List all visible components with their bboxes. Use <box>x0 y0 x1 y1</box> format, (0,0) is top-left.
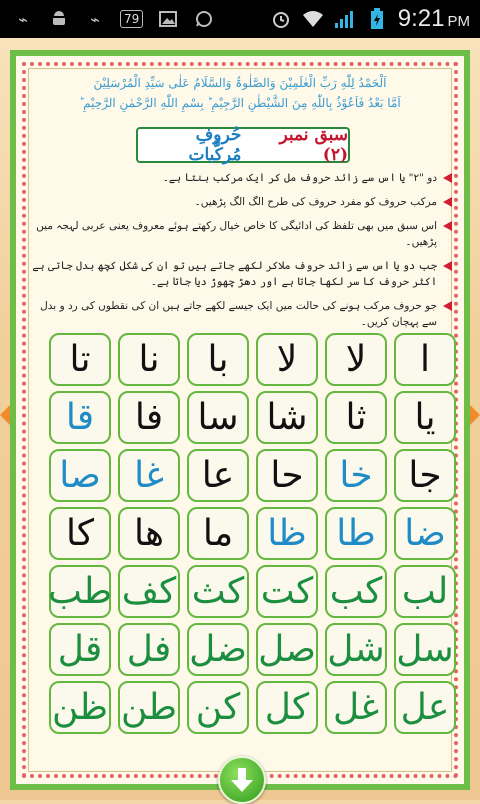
letter-card[interactable]: صل <box>256 623 318 676</box>
letter-card[interactable]: ضل <box>187 623 249 676</box>
letter-card[interactable]: حا <box>256 449 318 502</box>
letter-card[interactable]: طب <box>49 565 111 618</box>
letter-card[interactable]: کا <box>49 507 111 560</box>
usb-debug-icon: ⌁ <box>90 9 100 29</box>
instruction-item <box>30 170 452 186</box>
lesson-number: سبق نمبر (۲) <box>279 125 348 165</box>
image-icon <box>157 8 179 30</box>
letter-card[interactable]: غا <box>118 449 180 502</box>
bullet-arrow-icon <box>443 221 452 231</box>
bullet-arrow-icon <box>443 301 452 311</box>
letter-card[interactable]: نا <box>118 333 180 386</box>
instruction-text: جب دو یا اس سے زائد حروف ملاکر لکھے جاتے ہیں تو ان کی شکل کچھ بدل جاتی ہے اکثر حروف کا سر لکھا جاتا ہے اور دھڑ چھوڑ دیا جاتا ہے۔ <box>32 260 437 288</box>
letter-card[interactable]: خا <box>325 449 387 502</box>
letter-card[interactable]: قل <box>49 623 111 676</box>
lesson-page <box>0 38 480 800</box>
letter-card[interactable]: شا <box>256 391 318 444</box>
letter-card[interactable]: ظا <box>256 507 318 560</box>
battery-charging-icon <box>366 8 388 30</box>
letter-card[interactable]: فل <box>118 623 180 676</box>
clock-ampm: PM <box>447 13 470 30</box>
clock <box>398 5 470 33</box>
letter-card[interactable]: صا <box>49 449 111 502</box>
letter-card[interactable]: کل <box>256 681 318 734</box>
letter-card[interactable]: غل <box>325 681 387 734</box>
letter-card[interactable]: یا <box>394 391 456 444</box>
letter-card[interactable]: کث <box>187 565 249 618</box>
download-arrow-icon <box>229 766 255 794</box>
instruction-text: اس سبق میں بھی تلفظ کی ادائیگی کا خاص خیال رکھتے ہوئے معروف یعنی عربی لہجہ میں پڑھیں۔ <box>36 220 437 248</box>
letter-card[interactable]: جا <box>394 449 456 502</box>
letter-card[interactable]: ا <box>394 333 456 386</box>
alarm-icon <box>270 8 292 30</box>
letter-card[interactable]: تا <box>49 333 111 386</box>
letter-card[interactable]: ثا <box>325 391 387 444</box>
whatsapp-icon <box>193 8 215 30</box>
letter-card[interactable]: کف <box>118 565 180 618</box>
notification-count-badge: 79 <box>120 10 143 28</box>
lesson-title <box>136 127 350 163</box>
signal-icon <box>334 8 356 30</box>
instruction-item <box>30 194 452 210</box>
letter-card[interactable]: فا <box>118 391 180 444</box>
letter-card[interactable]: لب <box>394 565 456 618</box>
bullet-arrow-icon <box>443 197 452 207</box>
instructions-list <box>30 170 452 338</box>
letter-card[interactable]: طن <box>118 681 180 734</box>
instruction-item <box>30 258 452 290</box>
header-line-2: اَمَّا بَعْدُ فَاَعُوْذُ بِاللّٰهِ مِنَ الشَّیْطٰنِ الرَّجِیْمِ ؕ بِسْمِ اللّٰهِ الرَّحْمٰنِ الرَّحِیْمِ ؕ <box>79 96 401 110</box>
letter-card[interactable]: سا <box>187 391 249 444</box>
letter-card[interactable]: لا <box>325 333 387 386</box>
letter-card[interactable]: سل <box>394 623 456 676</box>
letter-card[interactable]: با <box>187 333 249 386</box>
status-bar <box>0 0 480 38</box>
letter-card[interactable]: ظن <box>49 681 111 734</box>
android-icon <box>48 8 70 30</box>
instruction-text: مرکب حروف کو مفرد حروف کی طرح الگ الگ پڑھیں۔ <box>194 196 437 208</box>
letter-card[interactable]: کن <box>187 681 249 734</box>
letter-card[interactable]: کب <box>325 565 387 618</box>
letter-card[interactable]: ضا <box>394 507 456 560</box>
letter-card[interactable]: ما <box>187 507 249 560</box>
letter-card[interactable]: قا <box>49 391 111 444</box>
instruction-item <box>30 218 452 250</box>
letter-card[interactable]: لا <box>256 333 318 386</box>
download-button[interactable] <box>218 756 266 804</box>
usb-icon: ⌁ <box>18 9 28 29</box>
system-icons <box>270 5 480 33</box>
letter-card[interactable]: عا <box>187 449 249 502</box>
letter-card[interactable]: طا <box>325 507 387 560</box>
instruction-item <box>30 298 452 330</box>
letter-card[interactable]: عل <box>394 681 456 734</box>
letter-grid <box>24 333 456 734</box>
clock-time: 9:21 <box>397 5 445 32</box>
letter-card[interactable]: شل <box>325 623 387 676</box>
wifi-icon <box>302 8 324 30</box>
header-line-1: اَلْحَمْدُ لِلّٰهِ رَبِّ الْعٰلَمِیْنَ وَالصَّلٰوۃُ وَالسَّلَامُ عَلٰی سَیِّدِ الْمُرْسَلِیْنَ <box>93 76 387 90</box>
letter-card[interactable]: ھا <box>118 507 180 560</box>
lesson-topic: حُروفِ مُرکَّبات <box>188 125 242 165</box>
bullet-arrow-icon <box>443 173 452 183</box>
instruction-text: دو "۲" یا اس سے زائد حروف مل کر ایک مرکب بنتا ہے۔ <box>162 172 437 184</box>
notification-icons <box>0 8 215 30</box>
instruction-text: جو حروف مرکب ہونے کی حالت میں ایک جیسے لکھے جاتے ہیں ان کی نقطوں کی رد و بدل سے پہچان کریں۔ <box>40 300 437 328</box>
bullet-arrow-icon <box>443 261 452 271</box>
letter-card[interactable]: کت <box>256 565 318 618</box>
